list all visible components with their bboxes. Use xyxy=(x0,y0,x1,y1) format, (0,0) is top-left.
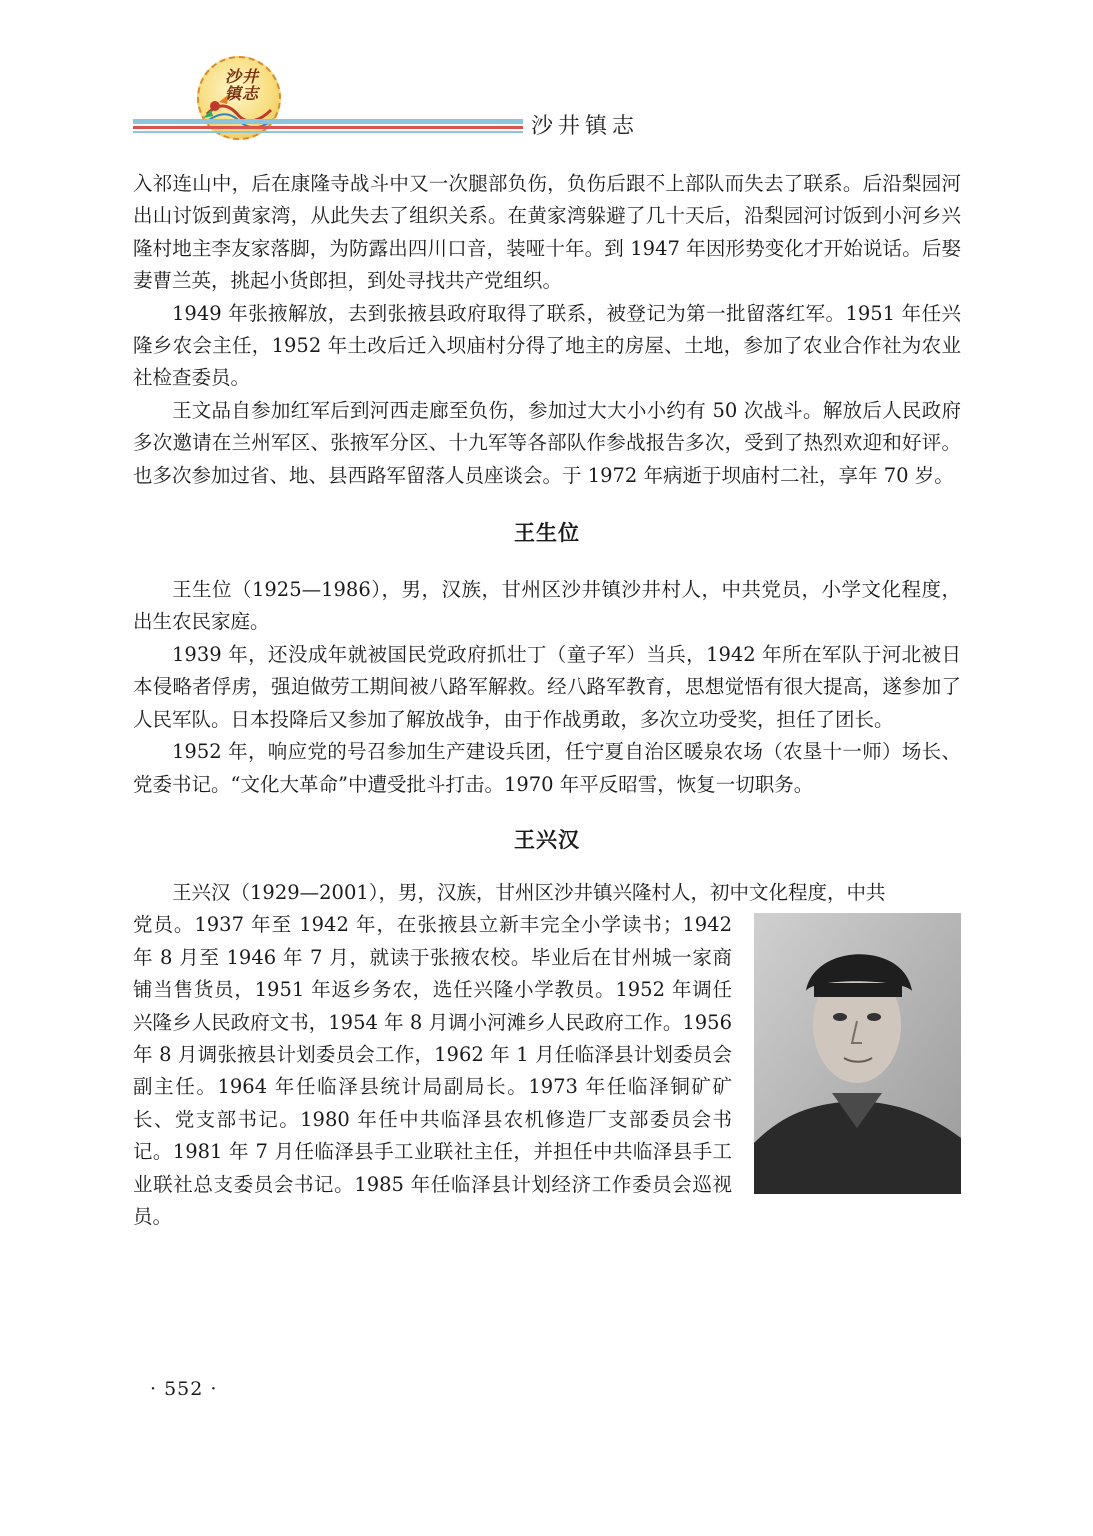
running-title: 沙井镇志 xyxy=(531,114,640,139)
body-paragraph: 1939 年，还没成年就被国民党政府抓壮丁（童子军）当兵，1942 年所在军队于河北被日本侵略者俘虏，强迫做劳工期间被八路军解救。经八路军教育，思想觉悟有很大提高，遂参加了人民军队。日本投降后又参加了解放战争，由于作战勇敢，多次立功受奖，担任了团长。 xyxy=(133,642,961,731)
body-paragraph: 王文品自参加红军后到河西走廊至负伤，参加过大大小小约有 50 次战斗。解放后人民政府多次邀请在兰州军区、张掖军分区、十九军等各部队作参战报告多次，受到了热烈欢迎和好评。也多次参加过省、地、县西路军留落人员座谈会。于 1972 年病逝于坝庙村二社，享年 70 岁。 xyxy=(133,398,961,487)
body-paragraph: 王生位（1925—1986），男，汉族，甘州区沙井镇沙井村人，中共党员，小学文化程度，出生农民家庭。 xyxy=(133,578,961,634)
page-number: · 552 · xyxy=(150,1378,218,1400)
body-paragraph: 1952 年，响应党的号召参加生产建设兵团，任宁夏自治区暖泉农场（农垦十一师）场长、党委书记。“文化大革命”中遭受批斗打击。1970 年平反昭雪，恢复一切职务。 xyxy=(133,740,961,796)
page-header xyxy=(0,0,1093,150)
header-rule-blue xyxy=(133,119,523,124)
body-paragraph: 入祁连山中，后在康隆寺战斗中又一次腿部负伤，负伤后跟不上部队而失去了联系。后沿梨园河出山讨饭到黄家湾，从此失去了组织关系。在黄家湾躲避了几十天后，沿梨园河讨饭到小河乡兴隆村地主李友家落脚，为防露出四川口音，装哑十年。到 1947 年因形势变化才开始说话。后娶妻曹兰英，挑起小货郎担，到处寻找共产党组织。 xyxy=(133,172,961,293)
logo-title: 沙井镇志 xyxy=(225,67,260,103)
body-paragraph: 王兴汉（1929—2001），男，汉族，甘州区沙井镇兴隆村人，初中文化程度，中共 xyxy=(172,880,886,904)
section-heading: 王兴汉 xyxy=(514,827,580,852)
section-heading: 王生位 xyxy=(514,521,580,546)
header-rule-blue-thin xyxy=(133,131,523,133)
page-body xyxy=(133,168,961,1233)
header-rule-red xyxy=(133,126,523,129)
body-paragraph: 1949 年张掖解放，去到张掖县政府取得了联系，被登记为第一批留落红军。1951 年任兴隆乡农会主任，1952 年土改后迁入坝庙村分得了地主的房屋、土地，参加了农业合作社为农业社检查委员。 xyxy=(133,301,961,390)
portrait-photo xyxy=(754,913,961,1194)
body-paragraph: 党员。1937 年至 1942 年，在张掖县立新丰完全小学读书；1942 年 8 月至 1946 年 7 月，就读于张掖农校。毕业后在甘州城一家商铺当售货员，1951 年返乡务农，选任兴隆小学教员。1952 年调任兴隆乡人民政府文书，1954 年 8 月调小河滩乡人民政府工作。1956 年 8 月调张掖县计划委员会工作，1962 年 1 月任临泽县计划委员会副主任。1964 年任临泽县统计局副局长。1973 年任临泽铜矿矿长、党支部书记。1980 年任中共临泽县农机修造厂支部委员会书记。1981 年 7 月任临泽县手工业联社主任，并担任中共临泽县手工业联社总支委员会书记。1985 年任临泽县计划经济工作委员会巡视员。 xyxy=(133,913,732,1228)
